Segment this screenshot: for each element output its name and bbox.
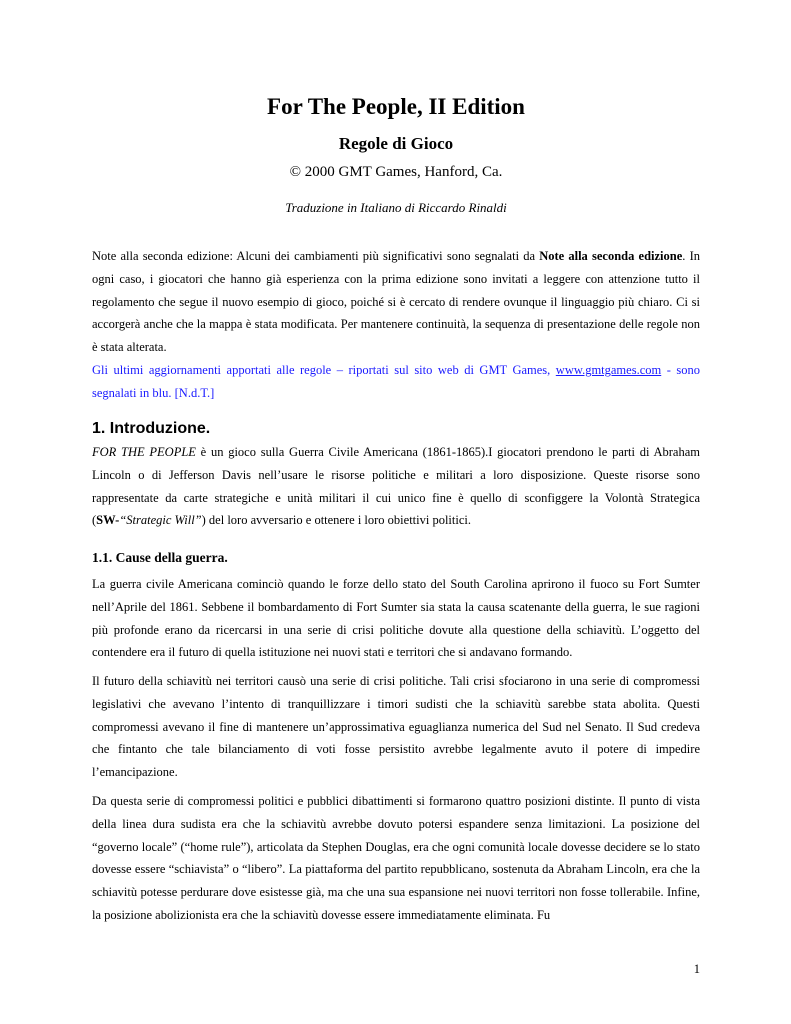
- cause-paragraph-1-block: [92, 573, 700, 664]
- copyright-line: © 2000 GMT Games, Hanford, Ca.: [289, 164, 503, 180]
- subsection-heading-cause: 1.1. Cause della guerra.: [92, 550, 228, 565]
- edition-note-lead: Note alla seconda edizione: Alcuni dei cambiamenti più significativi sono segnalati da: [92, 249, 540, 263]
- introduction-text-2: ) del loro avversario e ottenere i loro obiettivi politici.: [201, 513, 472, 528]
- introduction-paragraph: [92, 441, 700, 532]
- update-note-pre: Gli ultimi aggiornamenti apportati alle regole – riportati sul sito web di GMT Games,: [92, 362, 556, 377]
- edition-note-bold: Note alla seconda edizione: [539, 249, 683, 263]
- introduction-text-1: è un gioco sulla Guerra Civile Americana (1861-1865).I giocatori prendono le parti di Abraham Lincoln o di Jefferson Davis nell’usare le risorse politiche e militari a loro disposizione. Queste risorse sono rappresentate da carte strategiche e unità militari il cui unico fine è quello di sconfiggere la Volontà Strategica (: [92, 445, 701, 528]
- edition-note-rest: . In ogni caso, i giocatori che hanno già esperienza con la prima edizione sono invitati a leggere con attenzione tutto il regolamento che segue il nuovo esempio di gioco, poiché si è cercato di rendere ovunque il linguaggio più chiaro. Ci si accorgerà anche che la mappa è stata modificata. Per mantenere continuità, la sequenza di presentazione delle regole non è stata alterata.: [92, 249, 700, 355]
- edition-note-paragraph: [92, 245, 700, 359]
- document-subtitle: Regole di Gioco: [338, 134, 454, 153]
- page-number: 1: [693, 962, 700, 976]
- edition-note: [92, 245, 700, 405]
- update-note-paragraph: [92, 359, 700, 405]
- sw-abbrev: SW-: [96, 513, 120, 528]
- translator-credit: Traduzione in Italiano di Riccardo Rinaldi: [285, 200, 507, 215]
- cause-paragraph-1: La guerra civile Americana cominciò quando le forze dello stato del South Carolina aprirono il fuoco su Fort Sumter nell’Aprile del 1861. Sebbene il bombardamento di Fort Sumter sia stata la causa scatenante della guerra, le sue ragioni più profonde erano da ricercarsi in una serie di crisi politiche dovute alla questione della schiavitù. L’oggetto del contendere era il futuro di quella istituzione nei nuovi stati e territori che si andavano formando.: [92, 577, 700, 660]
- cause-paragraph-3: Da questa serie di compromessi politici e pubblici dibattimenti si formarono quattro posizioni distinte. Il punto di vista della linea dura sudista era che la schiavitù avrebbe dovuto potersi espandere senza limitazioni. La posizione del “governo locale” (“home rule”), articolata da Stephen Douglas, era che ogni comunità locale dovesse decidere se lo stato dovesse essere “schiavista” o “libero”. La piattaforma del partito repubblicano, sostenuta da Abraham Lincoln, era che la schiavitù potesse perdurare dove esistesse già, ma che una sua espansione nei nuovi territori non fosse tollerabile. Infine, la posizione abolizionista era che la schiavitù dovesse essere immediatamente eliminata. Fu: [92, 794, 700, 922]
- cause-paragraph-2: Il futuro della schiavitù nei territori causò una serie di crisi politiche. Tali crisi sfociarono in una serie di compromessi legislativi che avevano l’intento di tranquillizzare i timori sudisti che la schiavitù sarebbe stata abolita. Questi compromessi avevano il fine di mantenere un’approssimativa eguaglianza numerica del Sud nel Senato. Il Sud credeva che fintanto che tale bilanciamento di voti fosse persistito avrebbe legalmente avuto il potere di impedire l’emancipazione.: [92, 674, 700, 780]
- introduction-section: [92, 441, 700, 532]
- cause-paragraph-2-block: [92, 670, 700, 784]
- section-heading-introduzione: 1. Introduzione.: [92, 420, 211, 437]
- document-title: For The People, II Edition: [267, 94, 525, 119]
- game-title-italic: FOR THE PEOPLE: [92, 445, 196, 459]
- update-note-post: - sono segnalati in blu. [N.d.T.]: [92, 362, 700, 400]
- gmt-website-link[interactable]: www.gmtgames.com: [555, 362, 662, 377]
- cause-paragraph-3-block: [92, 790, 700, 927]
- strategic-will-italic: “Strategic Will”: [119, 513, 202, 528]
